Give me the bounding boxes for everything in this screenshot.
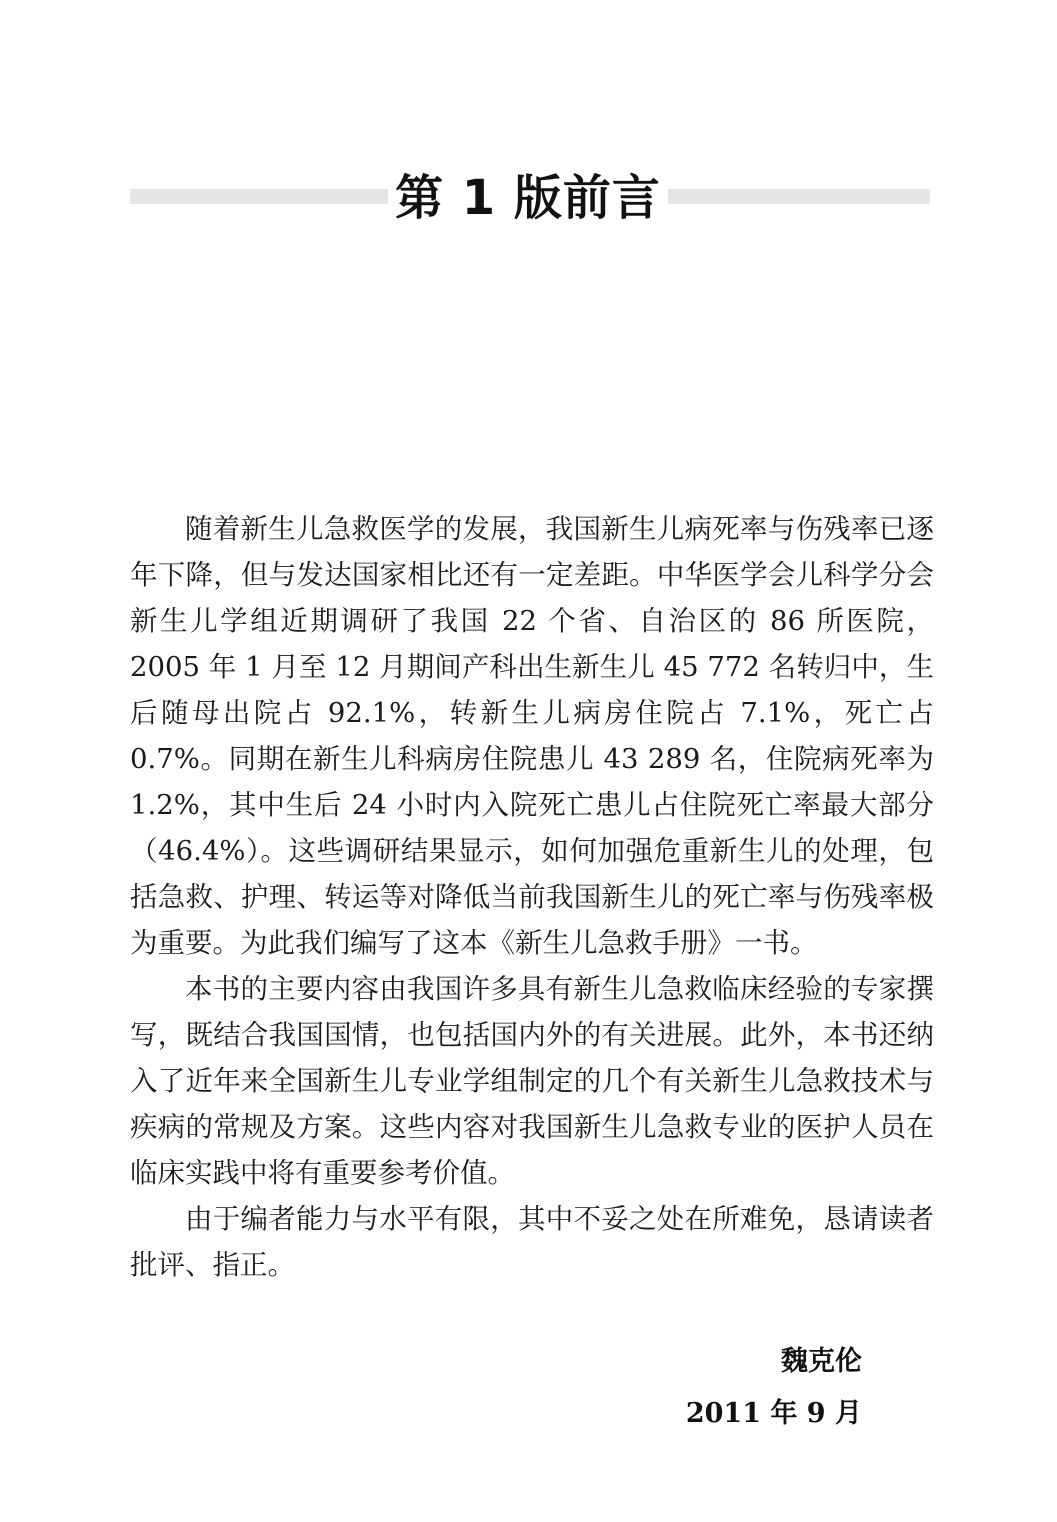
signature-date: 2011 年 9 月 xyxy=(685,1398,862,1429)
title-decor-bar-left xyxy=(130,189,388,204)
paragraph-1: 随着新生儿急救医学的发展，我国新生儿病死率与伤残率已逐年下降，但与发达国家相比还有一定差距。中华医学会儿科学分会新生儿学组近期调研了我国 22 个省、自治区的 86 所医院，2005 年 1 月至 12 月期间产科出生新生儿 45 772 名转归中，生后随母出院占 92.1%，转新生儿病房住院占 7.1%，死亡占 0.7%。同期在新生儿科病房住院患儿 43 289 名，住院病死率为 1.2%，其中生后 24 小时内入院死亡患儿占住院死亡率最大部分（46.4%）。这些调研结果显示，如何加强危重新生儿的处理，包括急救、护理、转运等对降低当前我国新生儿的死亡率与伤残率极为重要。为此我们编写了这本《新生儿急救手册》一书。 xyxy=(130,513,934,959)
preface-body xyxy=(130,506,934,1288)
title-decor-bar-right xyxy=(668,189,930,204)
signature-author: 魏克伦 xyxy=(781,1346,862,1377)
title-row xyxy=(130,160,930,236)
page-title: 第 1 版前言 xyxy=(395,170,661,226)
paragraph-3: 由于编者能力与水平有限，其中不妥之处在所难免，恳请读者批评、指正。 xyxy=(130,1203,934,1281)
paragraph-2: 本书的主要内容由我国许多具有新生儿急救临床经验的专家撰写，既结合我国国情，也包括国内外的有关进展。此外，本书还纳入了近年来全国新生儿专业学组制定的几个有关新生儿急救技术与疾病的常规及方案。这些内容对我国新生儿急救专业的医护人员在临床实践中将有重要参考价值。 xyxy=(130,973,934,1189)
